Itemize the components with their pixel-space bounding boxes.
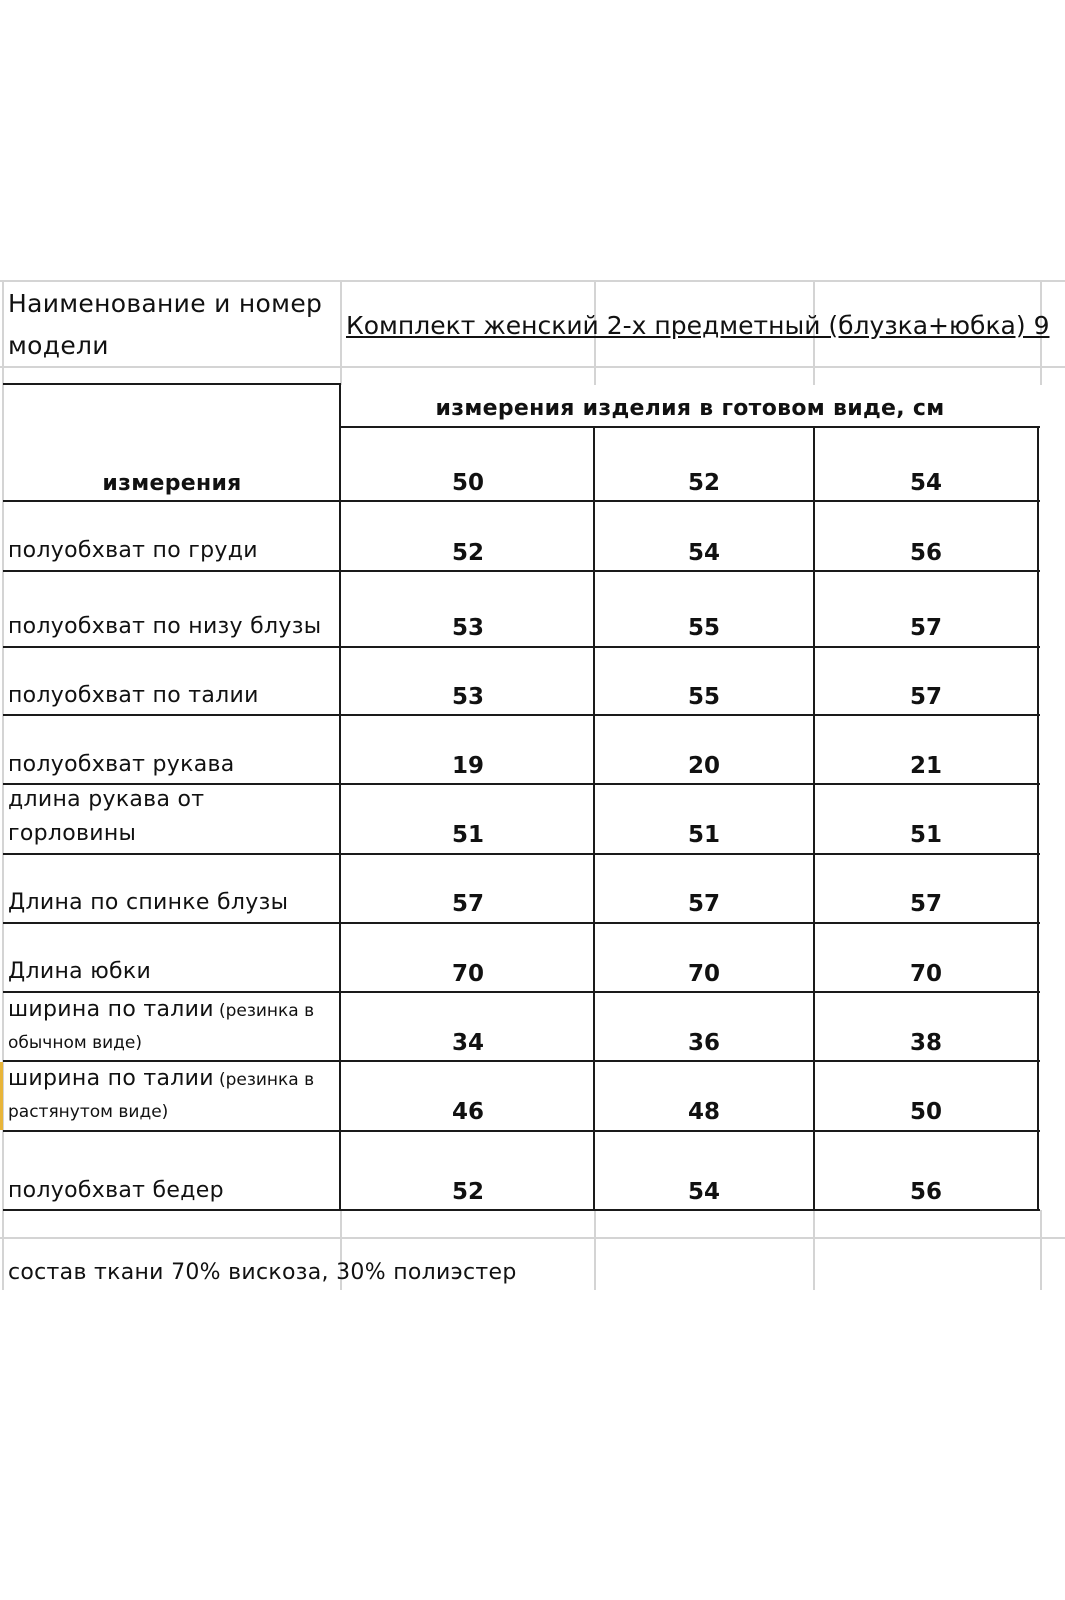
table-border: [3, 1060, 1040, 1062]
cell-value: 55: [687, 684, 720, 710]
row-label-line2: горловины: [8, 821, 137, 846]
cell-value: 54: [687, 1179, 720, 1205]
cell-value: 34: [451, 1030, 484, 1056]
cell-value: 57: [451, 891, 484, 917]
cell-value: 48: [687, 1099, 720, 1125]
cell-value: 20: [687, 753, 720, 779]
fabric-composition: состав ткани 70% вискоза, 30% полиэстер: [8, 1260, 517, 1285]
cell-value: 36: [687, 1030, 720, 1056]
row-label: [8, 997, 314, 1022]
cell-value: 57: [909, 615, 942, 641]
cell-value: 52: [451, 1179, 484, 1205]
model-name-label-line1: Наименование и номер: [8, 289, 323, 318]
model-name-value: Комплект женский 2-х предметный (блузка+юбка) 9: [346, 311, 1050, 340]
grid-line: [813, 1210, 815, 1290]
row-label-note: (резинка в: [218, 1070, 315, 1090]
table-border: [3, 500, 1040, 502]
row-label-line2: обычном виде): [8, 1033, 143, 1053]
cell-value: 51: [451, 822, 484, 848]
grid-line: [2, 280, 4, 1290]
row-label-main: ширина по талии: [8, 997, 214, 1022]
cell-value: 54: [687, 540, 720, 566]
cell-value: 55: [687, 615, 720, 641]
table-border: [3, 383, 341, 385]
table-border: [3, 646, 1040, 648]
grid-line: [0, 366, 1065, 368]
table-border: [340, 426, 1040, 428]
row-label: полуобхват по груди: [8, 538, 258, 563]
model-name-label-line2: модели: [8, 331, 109, 360]
grid-line: [1040, 1210, 1042, 1290]
row-label: длина рукава от: [8, 787, 205, 812]
table-border: [339, 383, 341, 1211]
cell-value: 57: [687, 891, 720, 917]
cell-value: 51: [909, 822, 942, 848]
table-border: [3, 783, 1040, 785]
cell-value: 46: [451, 1099, 484, 1125]
table-border: [3, 991, 1040, 993]
cell-value: 70: [909, 961, 942, 987]
grid-line: [0, 1237, 1065, 1239]
table-border: [3, 1209, 1040, 1211]
table-border: [593, 426, 595, 1211]
cell-value: 21: [909, 753, 942, 779]
table-border: [1037, 426, 1039, 1211]
table-border: [813, 426, 815, 1211]
selection-marker: [0, 1062, 3, 1130]
cell-value: 56: [909, 540, 942, 566]
row-label: полуобхват рукава: [8, 752, 235, 777]
size-header: 50: [451, 470, 484, 496]
table-border: [3, 570, 1040, 572]
cell-value: 57: [909, 891, 942, 917]
cell-value: 70: [687, 961, 720, 987]
row-label: полуобхват по талии: [8, 683, 259, 708]
row-label: Длина юбки: [8, 959, 152, 984]
row-label: [8, 1066, 314, 1091]
table-border: [3, 1130, 1040, 1132]
cell-value: 57: [909, 684, 942, 710]
table-border: [3, 853, 1040, 855]
grid-line: [340, 280, 342, 385]
size-header: 54: [909, 470, 942, 496]
table-border: [3, 922, 1040, 924]
row-label-note: (резинка в: [218, 1001, 315, 1021]
cell-value: 52: [451, 540, 484, 566]
cell-value: 51: [687, 822, 720, 848]
row-label: полуобхват по низу блузы: [8, 614, 322, 639]
row-label-main: ширина по талии: [8, 1066, 214, 1091]
row-label: полуобхват бедер: [8, 1178, 224, 1203]
row-label-line2: растянутом виде): [8, 1102, 169, 1122]
row-label: Длина по спинке блузы: [8, 890, 289, 915]
cell-value: 38: [909, 1030, 942, 1056]
row-header: измерения: [102, 471, 242, 496]
group-header: измерения изделия в готовом виде, см: [435, 396, 945, 421]
cell-value: 53: [451, 684, 484, 710]
cell-value: 56: [909, 1179, 942, 1205]
cell-value: 70: [451, 961, 484, 987]
cell-value: 50: [909, 1099, 942, 1125]
grid-line: [0, 280, 1065, 282]
cell-value: 53: [451, 615, 484, 641]
size-header: 52: [687, 470, 720, 496]
table-border: [3, 714, 1040, 716]
grid-line: [594, 1210, 596, 1290]
cell-value: 19: [451, 753, 484, 779]
